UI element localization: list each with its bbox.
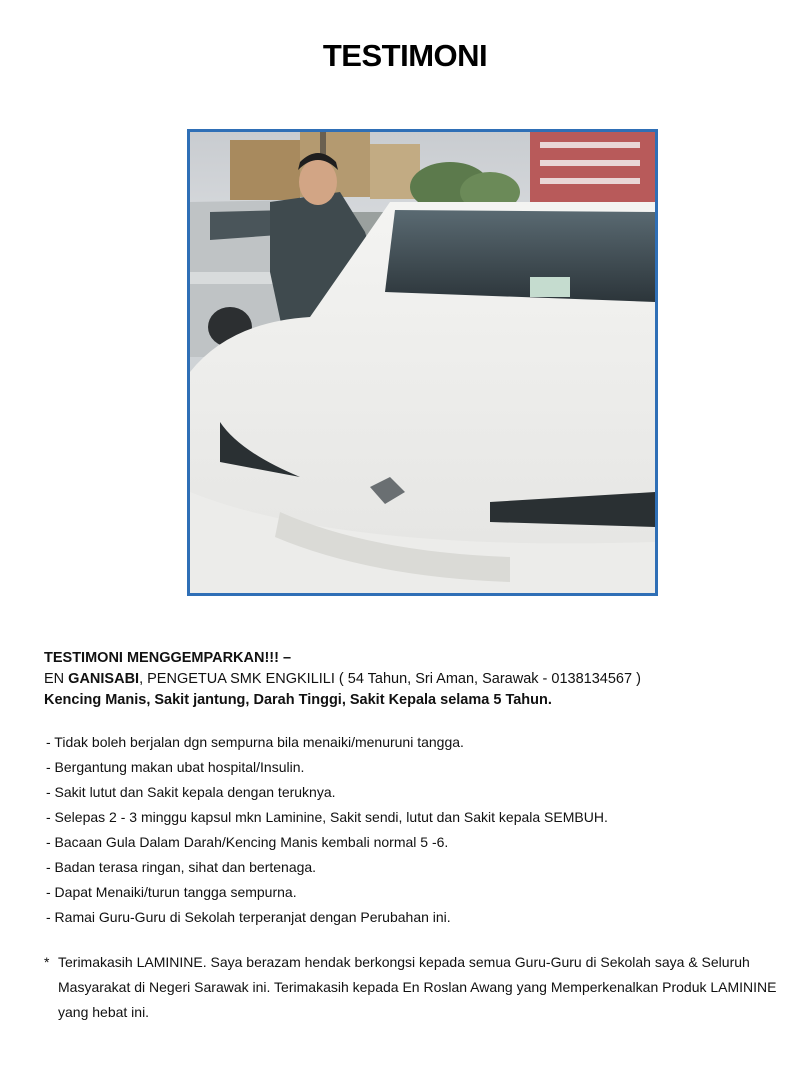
person-line — [44, 669, 784, 690]
page-title: TESTIMONI — [322, 38, 488, 73]
list-item: - Ramai Guru-Guru di Sekolah terperanjat dengan Perubahan ini. — [46, 909, 451, 925]
list-item: - Badan terasa ringan, sihat dan bertenaga. — [46, 859, 317, 875]
testimony-headline: TESTIMONI MENGGEMPARKAN!!! – — [44, 650, 292, 666]
person-prefix: EN — [44, 671, 69, 687]
thank-you-note — [44, 950, 784, 1025]
list-item: - Bacaan Gula Dalam Darah/Kencing Manis kembali normal 5 -6. — [46, 834, 449, 850]
testimony-section — [44, 648, 784, 1025]
conditions-line: Kencing Manis, Sakit jantung, Darah Tinggi, Sakit Kepala selama 5 Tahun. — [44, 692, 552, 708]
symptom-list — [44, 730, 784, 930]
list-item: - Bergantung makan ubat hospital/Insulin. — [46, 759, 305, 775]
person-name: GANISABI — [68, 671, 140, 687]
note-text: Terimakasih LAMININE. Saya berazam hendak berkongsi kepada semua Guru-Guru di Sekolah saya & Seluruh Masyarakat di Negeri Sarawak ini. Terimakasih kepada En Roslan Awang yang Memperkenalkan Produk LAMININE yang hebat ini. — [58, 954, 777, 1020]
asterisk-marker: * — [44, 954, 50, 970]
list-item: - Dapat Menaiki/turun tangga sempurna. — [46, 884, 297, 900]
person-details: , PENGETUA SMK ENGKILILI ( 54 Tahun, Sri Aman, Sarawak - 0138134567 ) — [139, 671, 641, 687]
list-item: - Sakit lutut dan Sakit kepala dengan teruknya. — [46, 784, 336, 800]
car-photo-illustration — [190, 132, 655, 593]
list-item: - Selepas 2 - 3 minggu kapsul mkn Laminine, Sakit sendi, lutut dan Sakit kepala SEMBUH. — [46, 809, 608, 825]
list-item: - Tidak boleh berjalan dgn sempurna bila menaiki/menuruni tangga. — [46, 734, 464, 750]
testimonial-photo — [187, 129, 658, 596]
